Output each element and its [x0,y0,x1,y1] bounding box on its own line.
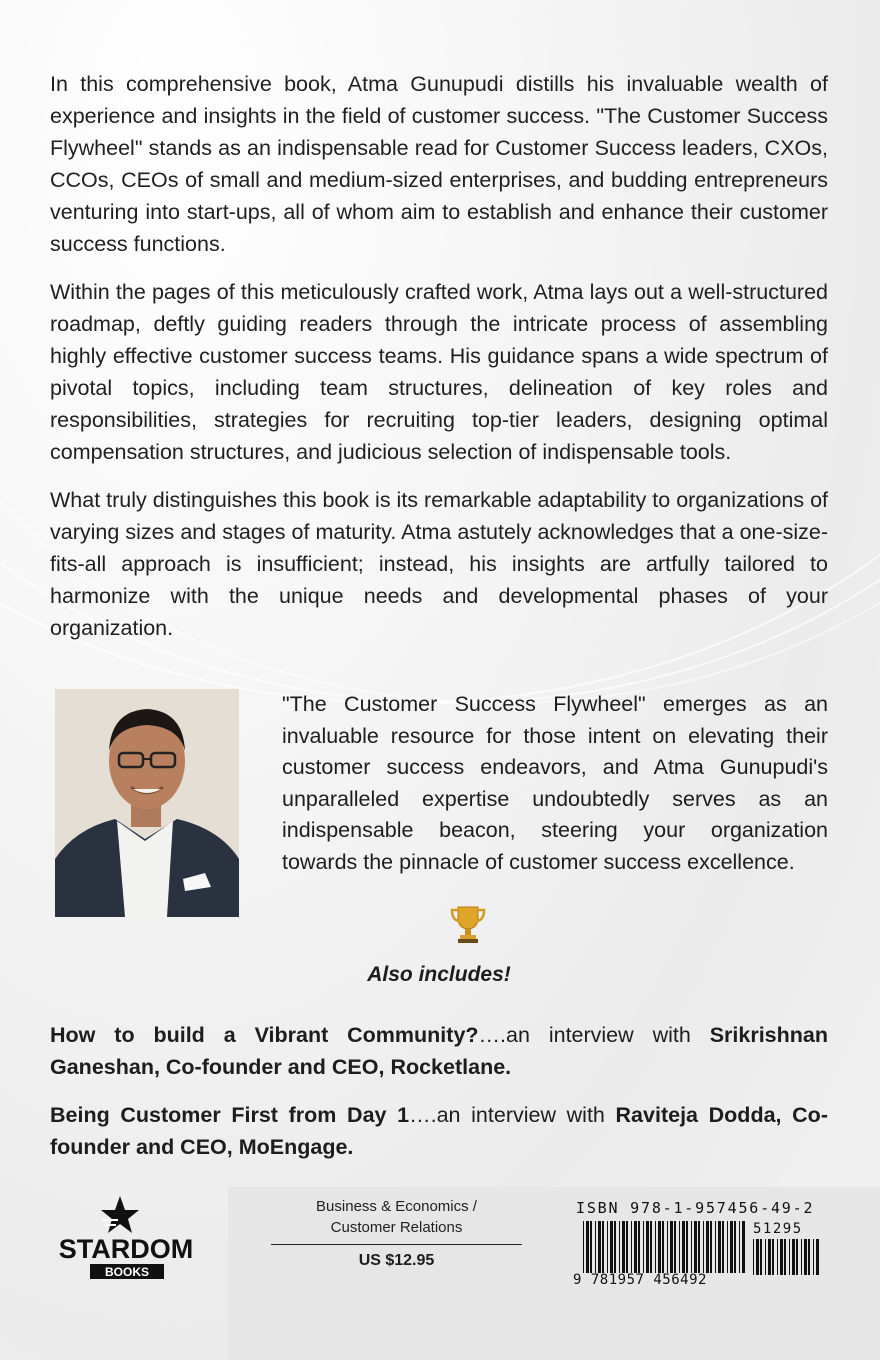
barcode-bar [772,1239,774,1275]
isbn-barcode [573,1199,826,1295]
barcode-bar [667,1221,668,1273]
barcode-bar [780,1239,783,1275]
barcode-bar [586,1221,589,1273]
barcode-bar [626,1221,628,1273]
category-price-box [271,1189,522,1292]
barcode-bar [730,1221,733,1273]
barcode-bar [583,1221,584,1273]
barcode-number: 9 781957 456492 [573,1272,707,1288]
barcode-bar [760,1239,762,1275]
barcode-bar [698,1221,700,1273]
publisher-logo [44,1194,209,1282]
barcode-bar [734,1221,736,1273]
barcode-bar [789,1239,790,1275]
author-section [50,689,828,919]
barcode-bar [691,1221,692,1273]
barcode-bar [710,1221,712,1273]
barcode-bar [622,1221,625,1273]
barcode-bar [765,1239,766,1275]
barcode-bar [634,1221,637,1273]
barcode-bar [658,1221,661,1273]
isbn-addon-code: 51295 [753,1221,803,1237]
description-paragraph-1: In this comprehensive book, Atma Gunupudi distills his invaluable wealth of experience and insights in the field of customer success. "The Customer Success Flywheel" stands as an indispensable read for Customer Success leaders, CXOs, CCOs, CEOs of small and medium-sized enterprises, and budding entrepreneurs venturing into start-ups, all of whom aim to establish and enhance their customer success functions. [50,72,828,256]
barcode-bar [715,1221,716,1273]
barcode-bar [602,1221,604,1273]
interview-title: Being Customer First from Day 1 [50,1103,410,1127]
barcode-bar [662,1221,664,1273]
barcode-bar [727,1221,728,1273]
barcode-bar [816,1239,819,1275]
barcode-bar [756,1239,759,1275]
barcode-bar [679,1221,680,1273]
interview-connector: ….an interview with [478,1023,710,1047]
barcode-bar [646,1221,649,1273]
barcode-bar [703,1221,704,1273]
barcode-bar [804,1239,807,1275]
interview-guest: Srikrishnan Ganeshan, Co-founder and CEO, Rocketlane. [50,1023,828,1079]
interview-item [50,1099,828,1163]
barcode-bar [706,1221,709,1273]
barcode-bar [718,1221,721,1273]
price-label: US $12.95 [358,1252,435,1269]
barcode-bar [614,1221,616,1273]
barcode-bar [631,1221,632,1273]
star-icon [101,1196,139,1233]
publisher-name: STARDOM [58,1234,194,1264]
barcode-bar [655,1221,656,1273]
author-photo [55,689,239,917]
barcode-main [583,1221,745,1273]
category-line-1: Business & Economics / [316,1198,477,1215]
barcode-bar [595,1221,596,1273]
barcode-bar [777,1239,778,1275]
barcode-bar [753,1239,754,1275]
barcode-bar [619,1221,620,1273]
interview-item [50,1019,828,1083]
barcode-bar [686,1221,688,1273]
barcode-bar [590,1221,592,1273]
isbn-label: ISBN 978-1-957456-49-2 [576,1199,815,1217]
barcode-bar [784,1239,786,1275]
trophy-icon [450,904,486,944]
barcode-bar [801,1239,802,1275]
publisher-imprint: BOOKS [104,1265,150,1279]
back-cover-content [50,68,828,1159]
interview-guest: Raviteja Dodda, Co-founder and CEO, MoEngage. [50,1103,828,1159]
interview-connector: ….an interview with [409,1103,616,1127]
barcode-bar [610,1221,613,1273]
barcode-bar [694,1221,697,1273]
barcode-bar [670,1221,673,1273]
barcode-addon [753,1239,821,1275]
barcode-bar [674,1221,676,1273]
category-line-2: Customer Relations [330,1219,463,1236]
barcode-bar [796,1239,798,1275]
barcode-bar [739,1221,740,1273]
barcode-bar [792,1239,795,1275]
barcode-bar [808,1239,810,1275]
barcode-bar [598,1221,601,1273]
barcode-bar [638,1221,640,1273]
barcode-bar [813,1239,814,1275]
description-paragraph-2: Within the pages of this meticulously crafted work, Atma lays out a well-structured roadmap, deftly guiding readers through the intricate process of assembling highly effective customer success teams. His guidance spans a wide spectrum of pivotal topics, including team structures, delineation of key roles and responsibilities, strategies for recruiting top-tier leaders, designing optimal compensation structures, and judicious selection of indispensable tools. [50,280,828,464]
barcode-bar [722,1221,724,1273]
divider [271,1244,522,1245]
barcode-bar [682,1221,685,1273]
interview-title: How to build a Vibrant Community? [50,1023,479,1047]
description-paragraph-3: What truly distinguishes this book is its remarkable adaptability to organizations of varying sizes and stages of maturity. Atma astutely acknowledges that a one-size-fits-all approach is insufficient; instead, his insights are artfully tailored to harmonize with the unique needs and developmental phases of your organization. [50,488,828,640]
barcode-bar [607,1221,608,1273]
barcode-bar [742,1221,745,1273]
barcode-bar [768,1239,771,1275]
author-paragraph: "The Customer Success Flywheel" emerges as an invaluable resource for those intent on elevating their customer success endeavors, and Atma Gunupudi's unparalleled expertise undoubtedly serves as an indispensable beacon, steering your organization towards the pinnacle of customer success excellence. [282,692,828,874]
also-includes-heading: Also includes! [367,963,511,986]
barcode-bar [643,1221,644,1273]
barcode-bar [650,1221,652,1273]
